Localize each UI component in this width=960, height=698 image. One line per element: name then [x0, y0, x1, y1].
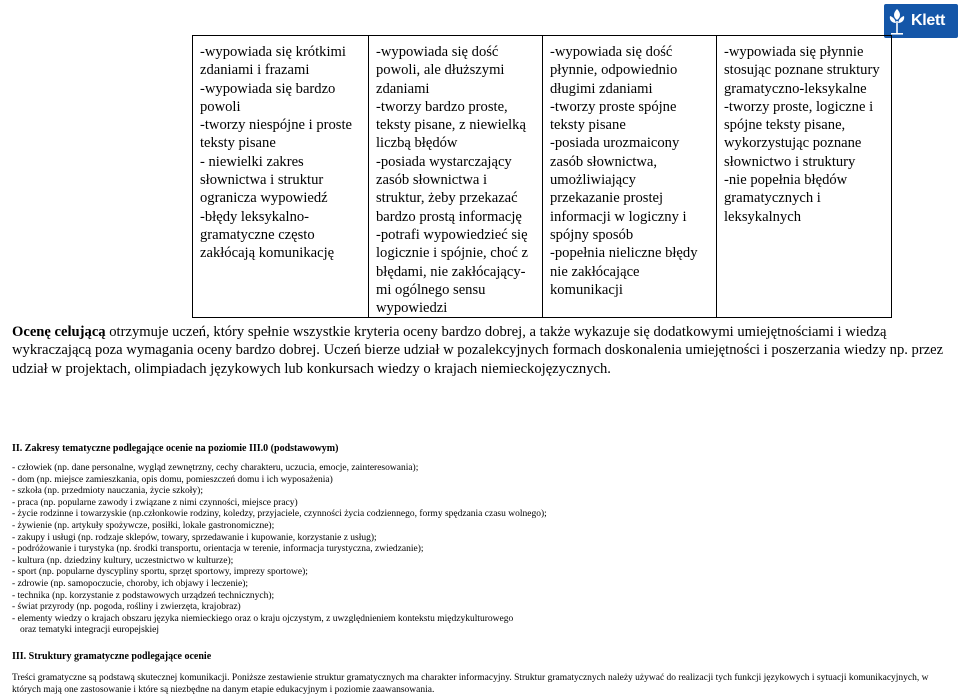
list-item: - podróżowanie i turystyka (np. środki transportu, orientacja w terenie, informacja turystyczna, zwiedzanie);: [12, 544, 424, 555]
table-cell: [543, 36, 717, 318]
klett-logo: [884, 4, 958, 38]
table-row: [193, 36, 892, 318]
list-item: - dom (np. miejsce zamieszkania, opis domu, pomieszczeń domu i ich wyposażenia): [12, 474, 333, 485]
celujaca-paragraph: [12, 323, 947, 378]
section-3-text: Treści gramatyczne są podstawą skutecznej komunikacji. Poniższe zestawienie struktur gramatycznych ma charakter informacyjny. Struktur gramatycznych należy używać do realizacji tych funkcji językowych i sytuacji komunikacyjnych, w których mają one zastosowanie i które są niezbędne na danym etapie edukacyjnym i poziomie zaawansowania.: [12, 673, 929, 695]
grading-criteria-table: [192, 35, 892, 318]
table-cell: [193, 36, 369, 318]
topic-list: [12, 463, 947, 637]
klett-logo-text: Klett: [911, 12, 946, 29]
list-item: - człowiek (np. dane personalne, wygląd zewnętrzny, cechy charakteru, uczucia, emocje, zainteresowania);: [12, 463, 419, 473]
list-item: - sport (np. popularne dyscypliny sportu, sprzęt sportowy, imprezy sportowe);: [12, 567, 308, 578]
list-item: - kultura (np. dziedziny kultury, uczestnictwo w kulturze);: [12, 555, 234, 566]
table-cell: [369, 36, 543, 318]
list-item: - technika (np. korzystanie z podstawowych urządzeń technicznych);: [12, 590, 275, 601]
cell-text: -wypowiada się dość płynnie, odpowiednio długimi zdaniami -tworzy proste spójne teksty pisane -posiada urozmaicony zasób słownictwa, umożliwiający przekazanie prostej informacji w logiczny i spójny sposób -popełnia nieliczne błędy nie zakłócające komunikacji: [550, 44, 698, 298]
klett-clover-icon: [884, 4, 910, 38]
list-item: - zakupy i usługi (np. rodzaje sklepów, towary, sprzedawanie i kupowanie, korzystanie z usług);: [12, 532, 377, 543]
list-item: - życie rodzinne i towarzyskie (np.członkowie rodziny, koledzy, przyjaciele, czynności życia codziennego, formy spędzania czasu wolnego);: [12, 509, 547, 520]
cell-text: -wypowiada się płynnie stosując poznane struktury gramatyczno-leksykalne -tworzy proste, logiczne i spójne teksty pisane, wykorzystując poznane słownictwo i struktury -nie popełnia błędów gramatycznych i leksykalnych: [724, 44, 880, 225]
list-item: oraz tematyki integracji europejskiej: [20, 625, 160, 636]
list-item: - świat przyrody (np. pogoda, rośliny i zwierzęta, krajobraz): [12, 602, 241, 613]
section-3-title: III. Struktury gramatyczne podlegające ocenie: [12, 651, 212, 662]
cell-text: -wypowiada się dość powoli, ale dłuższymi zdaniami -tworzy bardzo proste, teksty pisane, z niewielką liczbą błędów -posiada wystarczający zasób słownictwa i struktur, żeby przekazać bardzo prostą informację -potrafi wypowiedzieć się logicznie i spójnie, choć z błędami, nie zakłócający- mi ogólnego sensu wypowiedzi: [376, 44, 528, 317]
list-item: - zdrowie (np. samopoczucie, choroby, ich objawy i leczenie);: [12, 578, 248, 589]
list-item: - elementy wiedzy o krajach obszaru języka niemieckiego oraz o kraju ojczystym, z uwzględnieniem kontekstu międzykulturowego: [12, 613, 514, 624]
list-item: - praca (np. popularne zawody i związane z nimi czynności, miejsce pracy): [12, 497, 298, 508]
celujaca-lead: Ocenę celującą: [12, 324, 106, 340]
section-2-title: II. Zakresy tematyczne podlegające ocenie na poziomie III.0 (podstawowym): [12, 443, 339, 454]
list-item: - żywienie (np. artykuły spożywcze, posiłki, lokale gastronomiczne);: [12, 520, 275, 531]
cell-text: -wypowiada się krótkimi zdaniami i frazami -wypowiada się bardzo powoli -tworzy niespójne i proste teksty pisane - niewielki zakres słownictwa i struktur ogranicza wypowiedź -błędy leksykalno- gramatyczne często zakłócają komunikację: [200, 44, 352, 262]
list-item: - szkoła (np. przedmioty nauczania, życie szkoły);: [12, 486, 203, 497]
celujaca-text: otrzymuje uczeń, który spełnie wszystkie kryteria oceny bardzo dobrej, a także wykazuje się dodatkowymi umiejętnościami i wiedzą wykraczającą poza wymagania oceny bardzo dobrej. Uczeń bierze udział w pozalekcyjnych formach doskonalenia umiejętności i poszerzania wiedzy np. przez udział w projektach, olimpiadach językowych lub konkursach wiedzy o krajach niemieckojęzycznych.: [12, 324, 944, 377]
table-cell: [717, 36, 892, 318]
